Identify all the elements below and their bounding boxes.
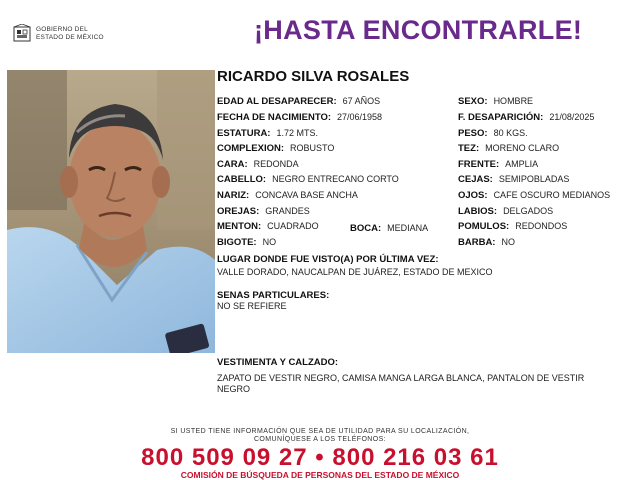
last-seen-label: LUGAR DONDE FUE VISTO(A) POR ÚLTIMA VEZ: [217,254,439,265]
person-portrait-icon [7,70,215,353]
last-seen-value: VALLE DORADO, NAUCALPAN DE JUÁREZ, ESTADO DE MEXICO [217,267,493,277]
phone-number-2[interactable]: 800 216 03 61 [332,444,499,471]
contact-info-line-1: SI USTED TIENE INFORMACIÓN QUE SEA DE UTILIDAD PARA SU LOCALIZACIÓN, [170,428,470,435]
field-eyes: OJOS: CAFE OSCURO MEDIANOS [458,190,611,201]
field-chin: MENTON: CUADRADO [217,221,319,232]
phone-number-1[interactable]: 800 509 09 27 [141,444,308,471]
missing-person-photo [7,70,215,353]
field-sex: SEXO: HOMBRE [458,96,534,107]
contact-info-line-2: COMUNÍQUESE A LOS TELÉFONOS: [253,436,387,443]
field-build: COMPLEXION: ROBUSTO [217,143,335,154]
field-lips: LABIOS: DELGADOS [458,206,554,217]
field-face: CARA: REDONDA [217,159,299,170]
field-ears: OREJAS: GRANDES [217,206,310,217]
field-weight: PESO: 80 KGS. [458,128,528,139]
field-forehead: FRENTE: AMPLIA [458,159,539,170]
agency-name: COMISIÓN DE BÚSQUEDA DE PERSONAS DEL ESTADO DE MÉXICO [180,470,460,480]
clothing-label: VESTIMENTA Y CALZADO: [217,357,339,368]
field-birthdate: FECHA DE NACIMIENTO: 27/06/1958 [217,112,383,123]
field-eyebrows: CEJAS: SEMIPOBLADAS [458,174,570,185]
government-logo [12,24,122,46]
phone-numbers [0,444,640,472]
clothing-value: ZAPATO DE VESTIR NEGRO, CAMISA MANGA LARGA BLANCA, PANTALON DE VESTIR NEGRO [217,373,585,394]
field-cheekbones: POMULOS: REDONDOS [458,221,568,232]
field-complexion: TEZ: MORENO CLARO [458,143,560,154]
logo-line-2: ESTADO DE MÉXICO [36,34,104,41]
person-name: RICARDO SILVA ROSALES [217,68,410,85]
distinguishing-marks-value: NO SE REFIERE [217,301,287,311]
logo-line-1: GOBIERNO DEL [36,26,88,33]
field-age: EDAD AL DESAPARECER: 67 AÑOS [217,96,381,107]
field-hair: CABELLO: NEGRO ENTRECANO CORTO [217,174,399,185]
phone-separator: • [315,444,325,471]
distinguishing-marks-label: SENAS PARTICULARES: [217,290,330,301]
field-mustache: BIGOTE: NO [217,237,277,248]
field-beard: BARBA: NO [458,237,515,248]
field-nose: NARIZ: CONCAVA BASE ANCHA [217,190,358,201]
field-mouth: BOCA: MEDIANA [350,223,429,234]
headline: ¡HASTA ENCONTRARLE! [254,15,583,45]
field-height: ESTATURA: 1.72 MTS. [217,128,318,139]
field-disappearance-date: F. DESAPARICIÓN: 21/08/2025 [458,112,595,123]
state-emblem-icon [12,24,32,44]
